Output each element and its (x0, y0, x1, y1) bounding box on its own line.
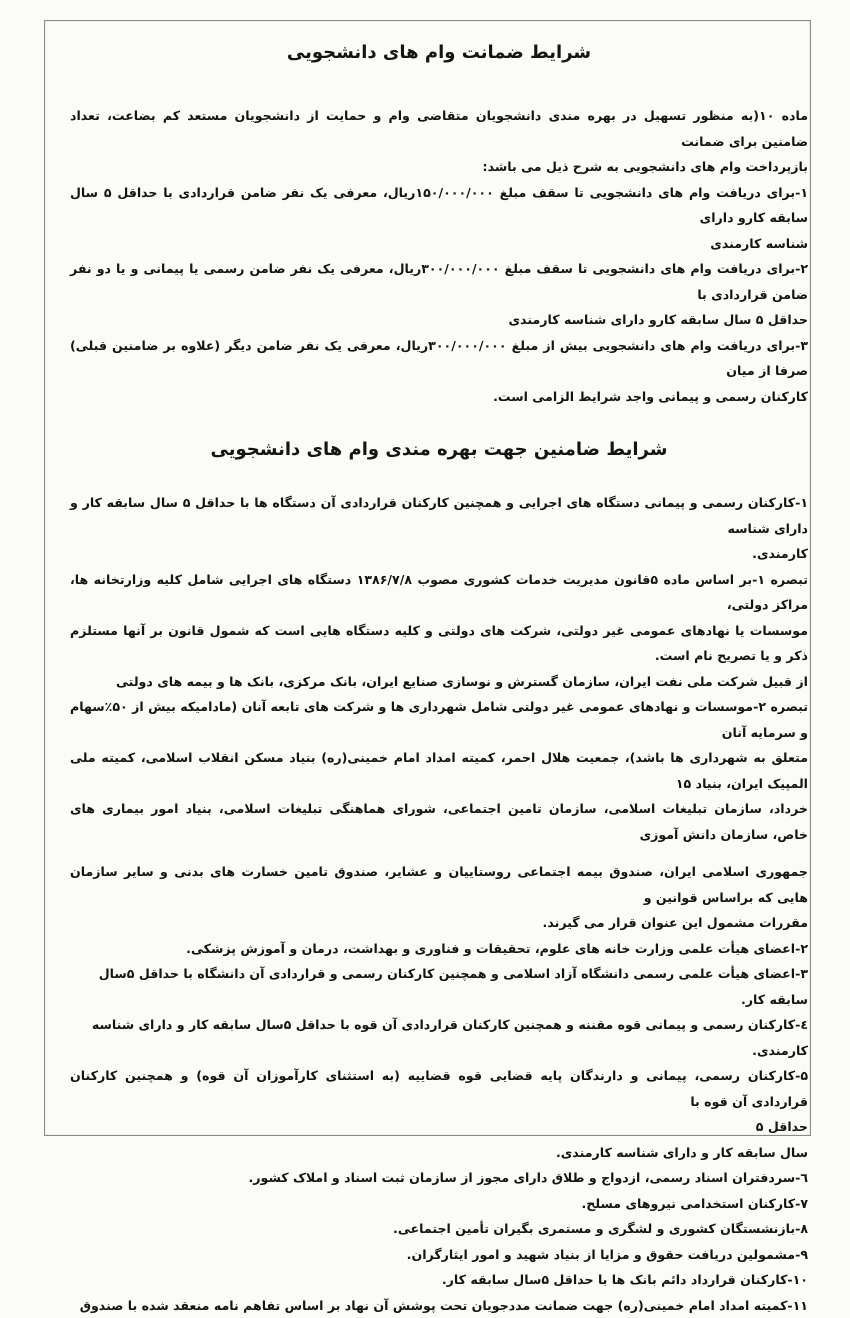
condition-2-line-2: حداقل ۵ سال سابقه کارو دارای شناسه کارمندی (70, 307, 808, 333)
item-11: ۱۱-کمیته امداد امام خمینی(ره) جهت ضمانت مددجویان تحت پوشش آن نهاد بر اساس تفاهم نامه منعقد شده با صندوق (70, 1293, 808, 1318)
item-5-line-3: سال سابقه کار و دارای شناسه کارمندی. (70, 1140, 808, 1166)
note-1-line-2: موسسات یا نهادهای عمومی غیر دولتی، شرکت های دولتی و کلیه دستگاه هایی است که شمول قانون بر آنها مستلزم ذکر و یا تصریح نام است. (70, 618, 808, 669)
item-6: ٦-سردفتران اسناد رسمی، ازدواج و طلاق دارای مجوز از سازمان ثبت اسناد و املاک کشور. (70, 1165, 808, 1191)
item-8: ۸-بازنشستگان کشوری و لشگری و مستمری بگیران تأمین اجتماعی. (70, 1216, 808, 1242)
section-title-loan-guarantee: شرایط ضمانت وام های دانشجویی (70, 42, 808, 63)
section-title-guarantor-conditions: شرایط ضامنین جهت بهره مندی وام های دانشجویی (70, 439, 808, 460)
item-2: ۲-اعضای هیأت علمی وزارت خانه های علوم، تحقیقات و فناوری و بهداشت، درمان و آموزش پزشکی. (70, 936, 808, 962)
item-9: ۹-مشمولین دریافت حقوق و مزایا از بنیاد شهید و امور ایثارگران. (70, 1242, 808, 1268)
item-1-line-2: کارمندی. (70, 541, 808, 567)
note-2-line-4: جمهوری اسلامی ایران، صندوق بیمه اجتماعی روستاییان و عشایر، صندوق تامین خسارت های بدنی و سایر سازمان هایی که براساس قوانین و (70, 859, 808, 910)
item-5-line-1: ۵-کارکنان رسمی، پیمانی و دارندگان پایه قضایی قوه قضاییه (به استثنای کارآموزان آن قوه) و همچنین کارکنان قراردادی آن قوه با (70, 1063, 808, 1114)
condition-3-line-1: ۳-برای دریافت وام های دانشجویی بیش از مبلغ ۳۰۰/۰۰۰/۰۰۰ریال، معرفی یک نفر ضامن دیگر (علاوه بر ضامنین قبلی) صرفا از میان (70, 333, 808, 384)
item-4: ٤-کارکنان رسمی و پیمانی قوه مقننه و همچنین کارکنان قراردادی آن قوه با حداقل ۵سال سابقه کار و دارای شناسه کارمندی. (70, 1012, 808, 1063)
item-3: ۳-اعضای هیأت علمی رسمی دانشگاه آزاد اسلامی و همچنین کارکنان رسمی و قراردادی آن دانشگاه با حداقل ۵سال سابقه کار. (70, 961, 808, 1012)
condition-3-line-2: کارکنان رسمی و پیمانی واجد شرایط الزامی است. (70, 384, 808, 410)
item-10: ۱۰-کارکنان قرارداد دائم بانک ها با حداقل ۵سال سابقه کار. (70, 1267, 808, 1293)
note-2-line-2: متعلق به شهرداری ها باشد)، جمعیت هلال احمر، کمیته امداد امام خمینی(ره) بنیاد مسکن انقلاب اسلامی، کمیته ملی المپیک ایران، بنیاد ۱۵ (70, 745, 808, 796)
item-5-line-2: حداقل ۵ (70, 1114, 808, 1140)
note-1-line-3: از قبیل شرکت ملی نفت ایران، سازمان گسترش و نوسازی صنایع ایران، بانک مرکزی، بانک ها و بیمه های دولتی (70, 669, 808, 695)
item-1-line-1: ۱-کارکنان رسمی و پیمانی دستگاه های اجرایی و همچنین کارکنان قراردادی آن دستگاه ها با حداقل ۵ سال سابقه کار و دارای شناسه (70, 490, 808, 541)
article-10-line-1: ماده ۱۰(به منظور تسهیل در بهره مندی دانشجویان متقاضی وام و حمایت از دانشجویان مستعد کم بضاعت، تعداد ضامنین برای ضمانت (70, 103, 808, 154)
note-2-line-3: خرداد، سازمان تبلیغات اسلامی، سازمان تامین اجتماعی، شورای هماهنگی تبلیغات اسلامی، بنیاد امور بیماری های خاص، سازمان دانش آموزی (70, 796, 808, 847)
note-1-line-1: تبصره ۱-بر اساس ماده ۵قانون مدیریت خدمات کشوری مصوب ۱۳۸۶/۷/۸ دستگاه های اجرایی شامل کلیه وزارتخانه ها، مراکز دولتی، (70, 567, 808, 618)
document-page (70, 40, 808, 1318)
note-2-line-5: مقررات مشمول این عنوان قرار می گیرند. (70, 910, 808, 936)
article-10-line-2: بازپرداخت وام های دانشجویی به شرح ذیل می باشد: (70, 154, 808, 180)
condition-1-line-1: ۱-برای دریافت وام های دانشجویی تا سقف مبلغ ۱۵۰/۰۰۰/۰۰۰ریال، معرفی یک نفر ضامن قراردادی با حداقل ۵ سال سابقه کارو دارای (70, 180, 808, 231)
condition-2-line-1: ۲-برای دریافت وام های دانشجویی تا سقف مبلغ ۳۰۰/۰۰۰/۰۰۰ریال، معرفی یک نفر ضامن رسمی یا پیمانی و یا دو نفر ضامن قراردادی با (70, 256, 808, 307)
note-2-line-1: تبصره ۲-موسسات و نهادهای عمومی غیر دولتی شامل شهرداری ها و شرکت های تابعه آنان (مادامیکه بیش از ۵۰٪سهام و سرمایه آنان (70, 694, 808, 745)
condition-1-line-2: شناسه کارمندی (70, 231, 808, 257)
item-7: ۷-کارکنان استخدامی نیروهای مسلح. (70, 1191, 808, 1217)
